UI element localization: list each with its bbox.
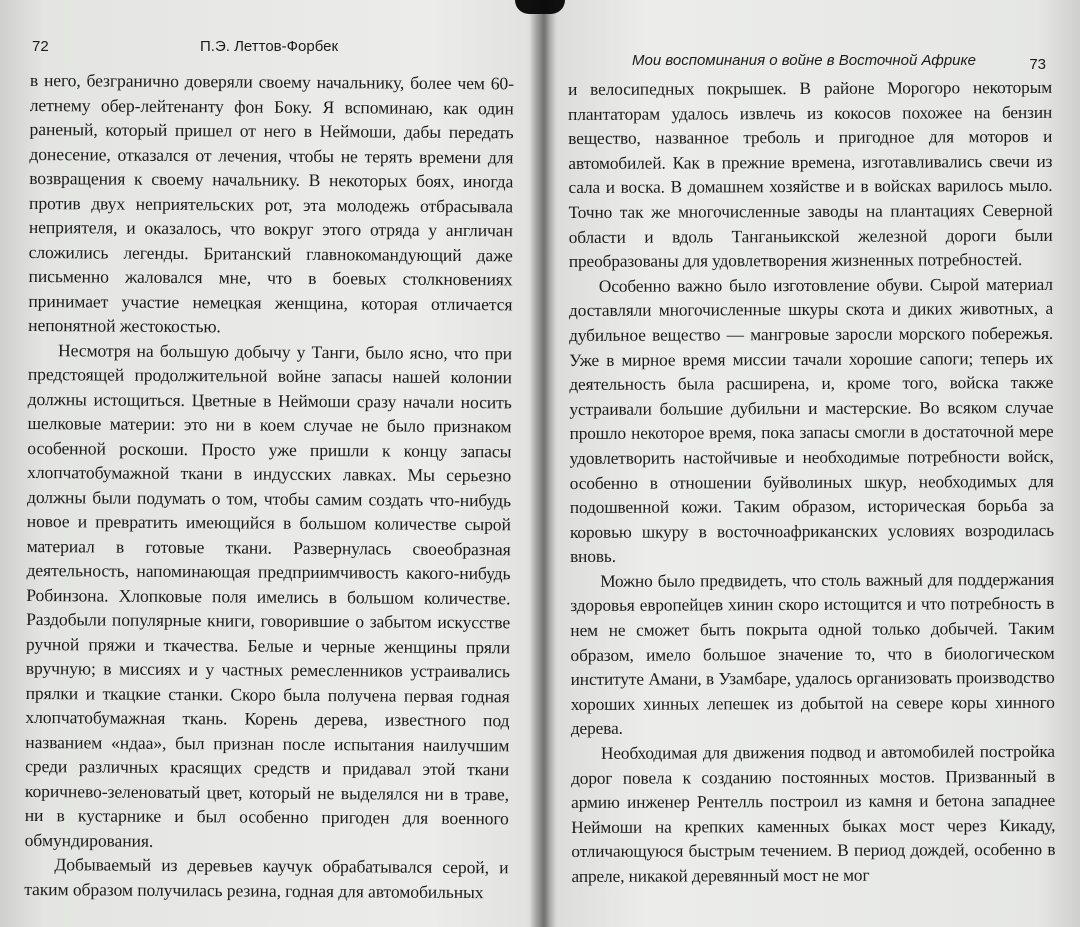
paragraph: и велосипедных покрышек. В районе Морогоро некоторым плантаторам удалось извлечь из кокосов похожее на бензин вещество, названное треболь и пригодное для моторов и автомобилей. Как в прежние времена, изготавливались свечи из сала и воска. В домашнем хозяйстве и в войсках варилось мыло. Точно так же многочисленные заводы на плантациях Северной области и вдоль Танганьикской железной дороги были преобразованы для удовлетворения жизненных потребностей. (568, 77, 1053, 272)
paragraph: Необходимая для движения подвод и автомобилей постройка дорог повела к созданию постоянных мостов. Призванный в армию инженер Рентелль построил из камня и бетона западнее Неймоши на крепких каменных быках мост через Кикаду, отличающуюся быстрым течением. В период дождей, особенно в апреле, никакой деревянный мост не мог (571, 741, 1056, 886)
right-page (550, 0, 1080, 927)
right-page-text (568, 76, 1056, 890)
right-running-head: Мои воспоминания о войне в Восточной Африке (632, 52, 976, 69)
paragraph: Особенно важно было изготовление обуви. Сырой материал доставляли многочисленные шкуры скота и диких животных, а дубильное вещество — мангровые заросли морского побережья. Уже в мирное время миссии тачали хорошие сапоги; теперь их деятельность была расширена, и, кроме того, войска также устраивали большие дубильни и мастерские. Во всяком случае прошло некоторое время, пока запасы смогли в достаточной мере удовлетворить настойчивые и необходимые потребности войск, особенно в отношении буйволиных шкур, необходимых для подошвенной кожи. Таким образом, историческая борьба за коровью шкуру в восточноафриканских условиях возродилась вновь. (568, 274, 1055, 567)
left-running-head: П.Э. Леттов-Форбек (200, 38, 339, 55)
left-page-header (30, 38, 514, 68)
paragraph: в него, безгранично доверяли своему начальнику, более чем 60-летнему обер-лейтенанту фон Боку. Я вспоминаю, как один раненый, который пришел от него в Неймоши, дабы передать донесение, отказался от лечения, чтобы не терять времени для возвращения к своему начальнику. В некоторых боях, иногда против двух неприятельских рот, эта молодежь отбрасывала неприятеля, и оказалось, что вокруг этого отряда у англичан сложились легенды. Британский главнокомандующий даже письменно жаловался мне, что в боевых столкновениях принимает участие немецкая женщина, которая отличается непонятной жестокостью. (28, 69, 514, 337)
paragraph: Добываемый из деревьев каучук обрабатывался серой, и таким образом получилась резина, годная для автомобильных (24, 854, 509, 902)
right-page-number: 73 (1029, 56, 1046, 73)
paragraph: Можно было предвидеть, что столь важный для поддержания здоровья европейцев хинин скоро истощится и что потребность в нем не сможет быть покрыта одной только добычей. Таким образом, имело большое значение то, что в биологическом институте Амани, в Узамбаре, удалось организовать производство хороших хинных лепешек из добытой на севере коры хинного дерева. (570, 569, 1055, 739)
left-page-number: 72 (32, 38, 49, 55)
left-page-text (24, 68, 514, 904)
left-page (0, 0, 538, 927)
paragraph: Несмотря на большую добычу у Танги, было ясно, что при предстоящей продолжительной войне запасы нашей колонии должны истощиться. Цветные в Неймоши сразу начали носить шелковые материи: это ни в коем случае не было признаком особенной роскоши. Просто уже пришли к концу запасы хлопчатобумажной ткани в индусских лавках. Мы серьезно должны были подумать о том, чтобы самим создать что-нибудь новое и превратить имеющийся в большом количестве сырой материал в готовые ткани. Развернулась своеобразная деятельность, напоминающая предприимчивость какого-нибудь Робинзона. Хлопковые поля имелись в большом количестве. Раздобыли популярные книги, говорившие о забытом искусстве ручной пряжи и ткачества. Белые и черные женщины пряли вручную; в миссиях и у частных ремесленников устраивались прялки и ткацкие станки. Скоро была получена первая годная хлопчатобумажная ткань. Корень дерева, известного под названием «ндаа», был признан после испытания наилучшим среди различных красящих средств и придавал этой ткани коричнево-зеленоватый цвет, который не выделялся ни в траве, ни в кустарнике и был особенно пригоден для военного обмундирования. (24, 339, 513, 851)
right-page-header (568, 48, 1052, 78)
